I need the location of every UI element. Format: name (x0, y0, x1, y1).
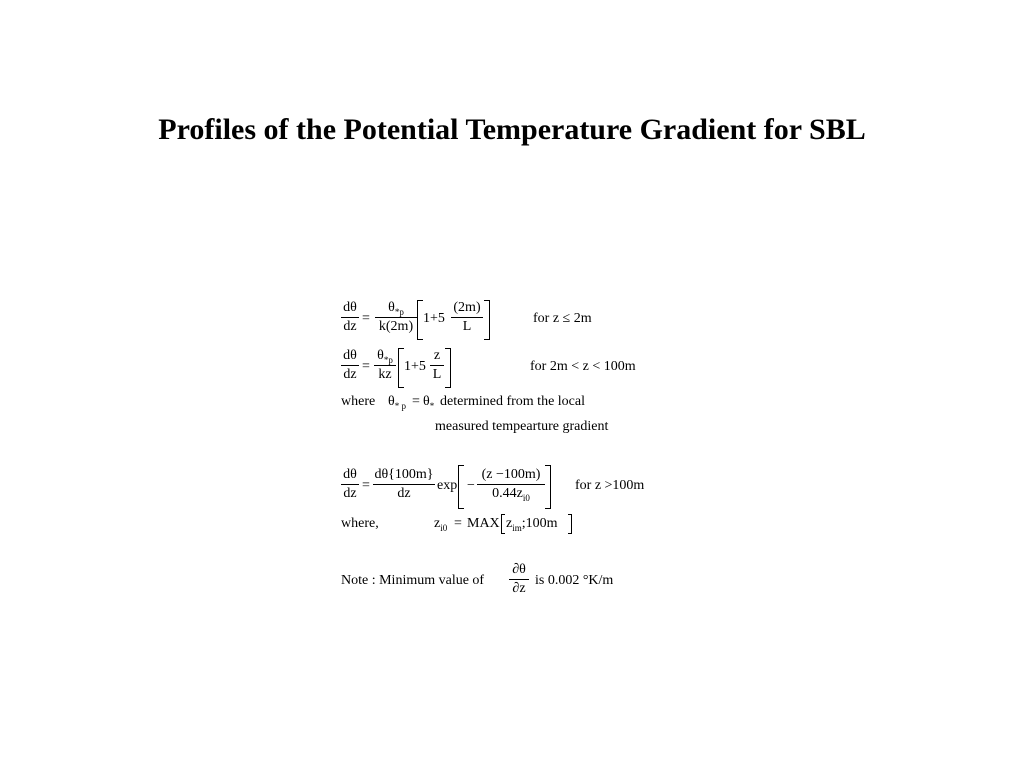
page-title: Profiles of the Potential Temperature Gradient for SBL (158, 113, 866, 146)
where2-right-bracket (568, 514, 572, 534)
eq2-inner-left: 1+5 (404, 359, 426, 374)
where1-equals: = (412, 394, 420, 409)
eq3-lhs-fraction: $\frac{d\theta}{dz}$ (341, 467, 359, 502)
where2-left-bracket (501, 514, 505, 534)
where1-theta-star: $\theta_*$ (423, 394, 435, 411)
eq2-main-fraction: $\frac{\theta_{*p}}{kz}$ (374, 348, 396, 383)
eq2-lhs-fraction: $\frac{d\theta}{dz}$ (341, 348, 359, 383)
where1-label: where (341, 394, 376, 409)
eq2-condition: for 2m < z < 100m (530, 359, 636, 374)
where2-max: MAX (467, 516, 500, 531)
note-fraction: $\frac{\partial\theta}{\partial z}$ (509, 562, 529, 597)
eq3-minus: − (467, 478, 475, 493)
note-prefix: Note : Minimum value of (341, 573, 485, 588)
where2-label: where, (341, 516, 379, 531)
where2-argument: $z_{im};100m$ (506, 516, 558, 533)
eq1-condition: for z ≤ 2m (533, 311, 592, 326)
where1-text-line2: measured tempearture gradient (435, 419, 609, 434)
where2-z-i0: $z_{i0}$ (434, 516, 448, 533)
eq1-inner-fraction: $\frac{(2m)}{L}$ (451, 300, 483, 335)
eq3-right-bracket (545, 465, 551, 509)
eq1-inner-left: 1+5 (423, 311, 445, 326)
eq3-main-fraction: $\frac{d\theta\{100m\}}{dz}$ (374, 467, 434, 501)
eq3-left-bracket (458, 465, 464, 509)
eq3-equals: = (362, 478, 370, 493)
eq2-right-bracket (445, 348, 451, 388)
eq2-equals: = (362, 359, 370, 374)
eq2-inner-fraction: $\frac{z}{L}$ (430, 348, 444, 383)
eq1-equals: = (362, 311, 370, 326)
where1-text-line1: determined from the local (440, 394, 585, 409)
note-suffix: is 0.002 °K/m (535, 573, 614, 588)
eq1-lhs-fraction: $\frac{d\theta}{dz}$ (341, 300, 359, 335)
eq1-main-fraction: $\frac{\theta_{*p}}{k(2m)}$ (375, 300, 417, 335)
eq3-inner-fraction: $\frac{(z -100m)}{0.44z_{i0}}$ (477, 467, 545, 502)
eq3-condition: for z >100m (575, 478, 645, 493)
where1-theta-p: $\theta_{* p}$ (388, 394, 406, 411)
eq3-exp: exp (437, 478, 458, 493)
where2-equals: = (454, 516, 462, 531)
eq1-right-bracket (484, 300, 490, 340)
